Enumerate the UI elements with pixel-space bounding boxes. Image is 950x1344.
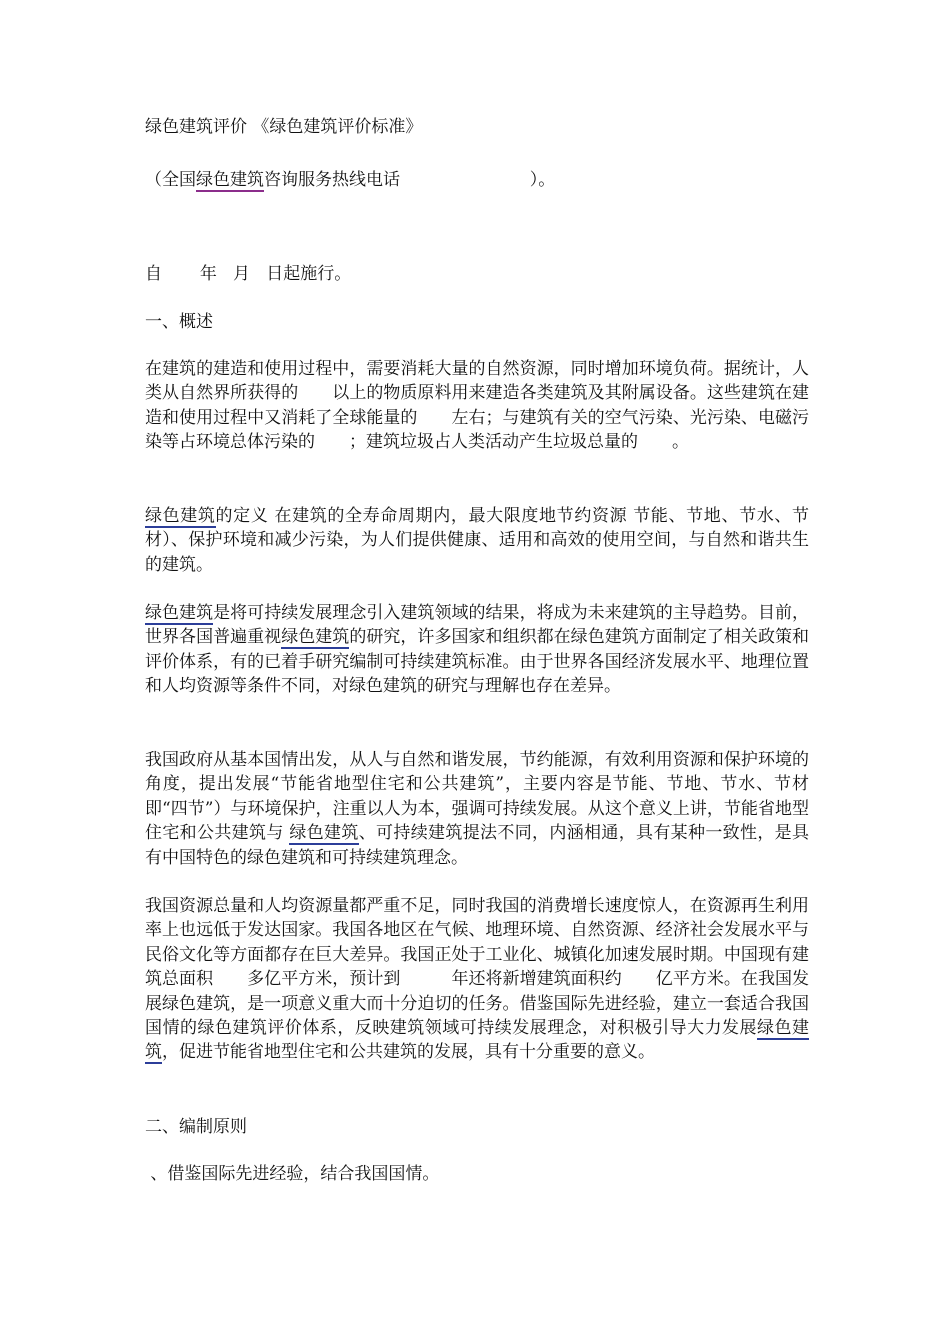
hotline-line bbox=[145, 168, 555, 192]
green-building-link[interactable]: 绿色建筑 bbox=[145, 1018, 810, 1063]
paragraph-sustainability bbox=[145, 601, 809, 699]
hotline-close: ）。 bbox=[529, 170, 556, 190]
policy-text-2: 、可持续建筑提法不同，内涵相通，具有某种一致性，是具有中国特色的绿色建筑和可持续建筑理念。 bbox=[145, 823, 810, 868]
effective-date-line: 自 年 月 日起施行。 bbox=[145, 264, 352, 284]
paragraph-resources bbox=[145, 894, 809, 1065]
resources-text-2: ，促进节能省地型住宅和公共建筑的发展，具有十分重要的意义。 bbox=[162, 1042, 655, 1063]
principle-item-1: 、借鉴国际先进经验，结合我国国情。 bbox=[145, 1164, 440, 1184]
section-heading-overview: 一、概述 bbox=[145, 312, 213, 332]
resources-text-1: 我国资源总量和人均资源量都严重不足，同时我国的消费增长速度惊人，在资源再生利用率上也远低于发达国家。我国各地区在气候、地理环境、自然资源、经济社会发展水平与民俗文化等方面都存在巨大差异。我国正处于工业化、城镇化加速发展时期。中国现有建筑总面积 多亿平方米，预计到 年还将新增建筑面积约 亿平方米。在我国发展绿色建筑，是一项意义重大而十分迫切的任务。借鉴国际先进经验，建立一套适合我国国情的绿色建筑评价体系，反映建筑领域可持续发展理念，对积极引导大力发展 bbox=[145, 896, 809, 1039]
sustainability-text-1: 是将可持续发展理念引入建筑领域的结果，将成为未来建筑的主导趋势。目前，世界各国普遍重视 bbox=[145, 603, 810, 648]
green-building-link[interactable]: 绿色建筑 bbox=[196, 170, 264, 190]
hotline-prefix: （全国 bbox=[145, 170, 196, 190]
hotline-suffix: 咨询服务热线电话 bbox=[264, 170, 400, 190]
policy-text-1: 我国政府从基本国情出发，从人与自然和谐发展，节约能源，有效利用资源和保护环境的角度，提出发展“节能省地型住宅和公共建筑”，主要内容是节能、节地、节水、节材 即“四节”）与环境保护，注重以人为本，强调可持续发展。从这个意义上讲，节能省地型住宅和公共建筑与 bbox=[145, 750, 809, 844]
green-building-link[interactable]: 绿色建筑 bbox=[145, 603, 214, 623]
green-building-link[interactable]: 绿色建筑 bbox=[281, 627, 350, 648]
paragraph-resource-consumption: 在建筑的建造和使用过程中，需要消耗大量的自然资源，同时增加环境负荷。据统计，人类从自然界所获得的 以上的物质原料用来建造各类建筑及其附属设备。这些建筑在建造和使用过程中又消耗了全球能量的 左右；与建筑有关的空气污染、光污染、电磁污染等占环境总体污染的 ；建筑垃圾占人类活动产生垃圾总量的 。 bbox=[145, 359, 809, 453]
section-heading-principles: 二、编制原则 bbox=[145, 1117, 247, 1137]
green-building-link[interactable]: 绿色建筑 bbox=[145, 506, 216, 526]
green-building-link[interactable]: 绿色建筑 bbox=[289, 823, 359, 844]
document-title: 绿色建筑评价 《绿色建筑评价标准》 bbox=[145, 117, 423, 137]
definition-text: 的定义 在建筑的全寿命周期内，最大限度地节约资源 节能、节地、节水、节材）、保护环境和减少污染，为人们提供健康、适用和高效的使用空间，与自然和谐共生的建筑。 bbox=[145, 506, 809, 575]
paragraph-definition bbox=[145, 504, 809, 577]
paragraph-government-policy bbox=[145, 748, 809, 870]
sustainability-text-2: 的研究，许多国家和组织都在绿色建筑方面制定了相关政策和评价体系，有的已着手研究编制可持续建筑标准。由于世界各国经济发展水平、地理位置和人均资源等条件不同，对绿色建筑的研究与理解也存在差异。 bbox=[145, 627, 810, 697]
hotline-blank bbox=[400, 170, 530, 190]
